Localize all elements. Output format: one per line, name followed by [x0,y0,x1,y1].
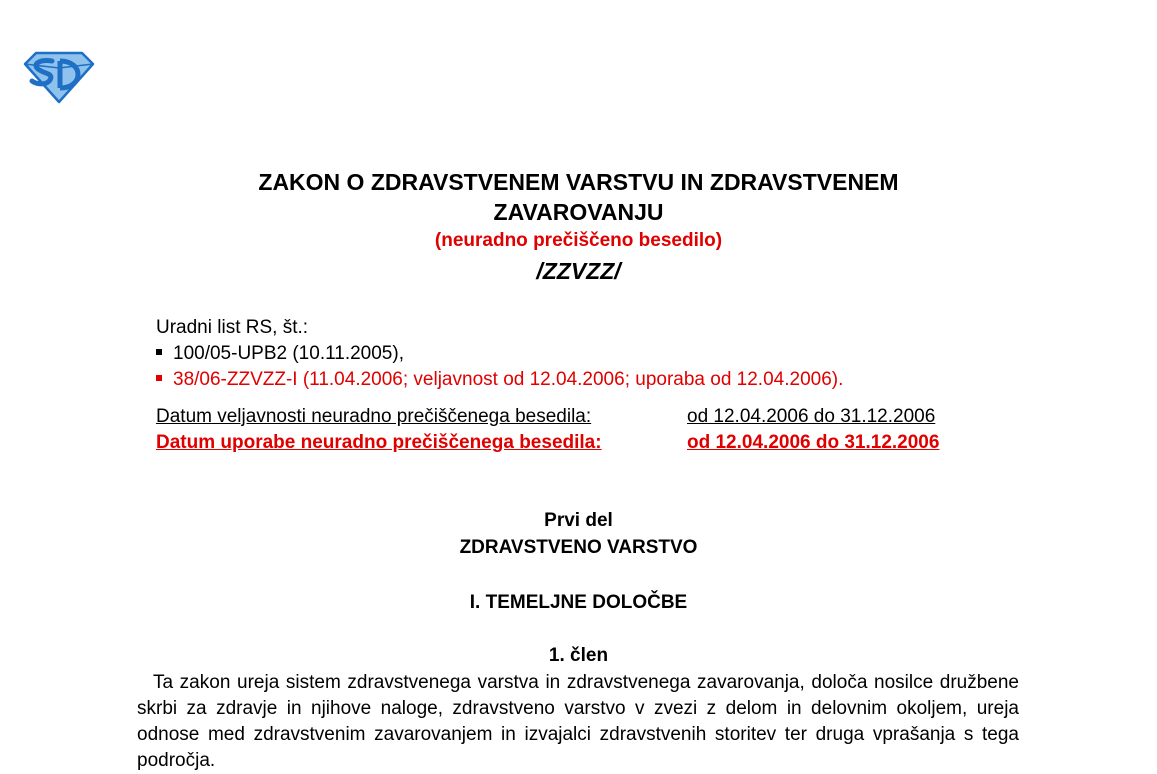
sd-shield-logo [22,50,96,104]
bullet-icon [156,341,173,367]
document-title-line-1: ZAKON O ZDRAVSTVENEM VARSTVU IN ZDRAVSTVENEM [258,169,899,195]
chapter-heading: I. TEMELJNE DOLOČBE [469,592,688,613]
validity-date-value: od 12.04.2006 do 31.12.2006 [687,406,936,427]
part-title: ZDRAVSTVENO VARSTVO [459,537,698,558]
application-date-label: Datum uporabe neuradno prečiščenega besedila: [156,432,602,453]
validity-date-label: Datum veljavnosti neuradno prečiščenega besedila: [156,406,592,427]
document-subtitle: (neuradno prečiščeno besedilo) [434,230,723,251]
gazette-item [156,341,843,367]
gazette-heading: Uradni list RS, št.: [156,317,309,338]
application-date-value: od 12.04.2006 do 31.12.2006 [687,432,940,453]
document-abbreviation: /ZZVZZ/ [536,258,621,284]
gazette-item [156,367,843,393]
bullet-icon [156,367,173,393]
article-heading: 1. člen [548,645,609,666]
validity-date-row [156,404,936,430]
gazette-item-text: 100/05-UPB2 (10.11.2005), [173,343,404,364]
gazette-list [156,315,843,393]
application-date-row [156,430,940,456]
article-paragraph: Ta zakon ureja sistem zdravstvenega varstva in zdravstvenega zavarovanja, določa nosilce družbene skrbi za zdravje in njihove naloge, zdravstveno varstvo v zvezi z delom in delovnim okoljem, ureja odnose med zdravstvenim zavarovanjem in izvajalci zdravstvenih storitev ter druga vprašanja s tega področja. [137,672,1019,771]
document-title-line-2: ZAVAROVANJU [493,199,664,225]
part-heading: Prvi del [544,510,613,531]
gazette-item-text: 38/06-ZZVZZ-I (11.04.2006; veljavnost od 12.04.2006; uporaba od 12.04.2006). [173,369,844,390]
